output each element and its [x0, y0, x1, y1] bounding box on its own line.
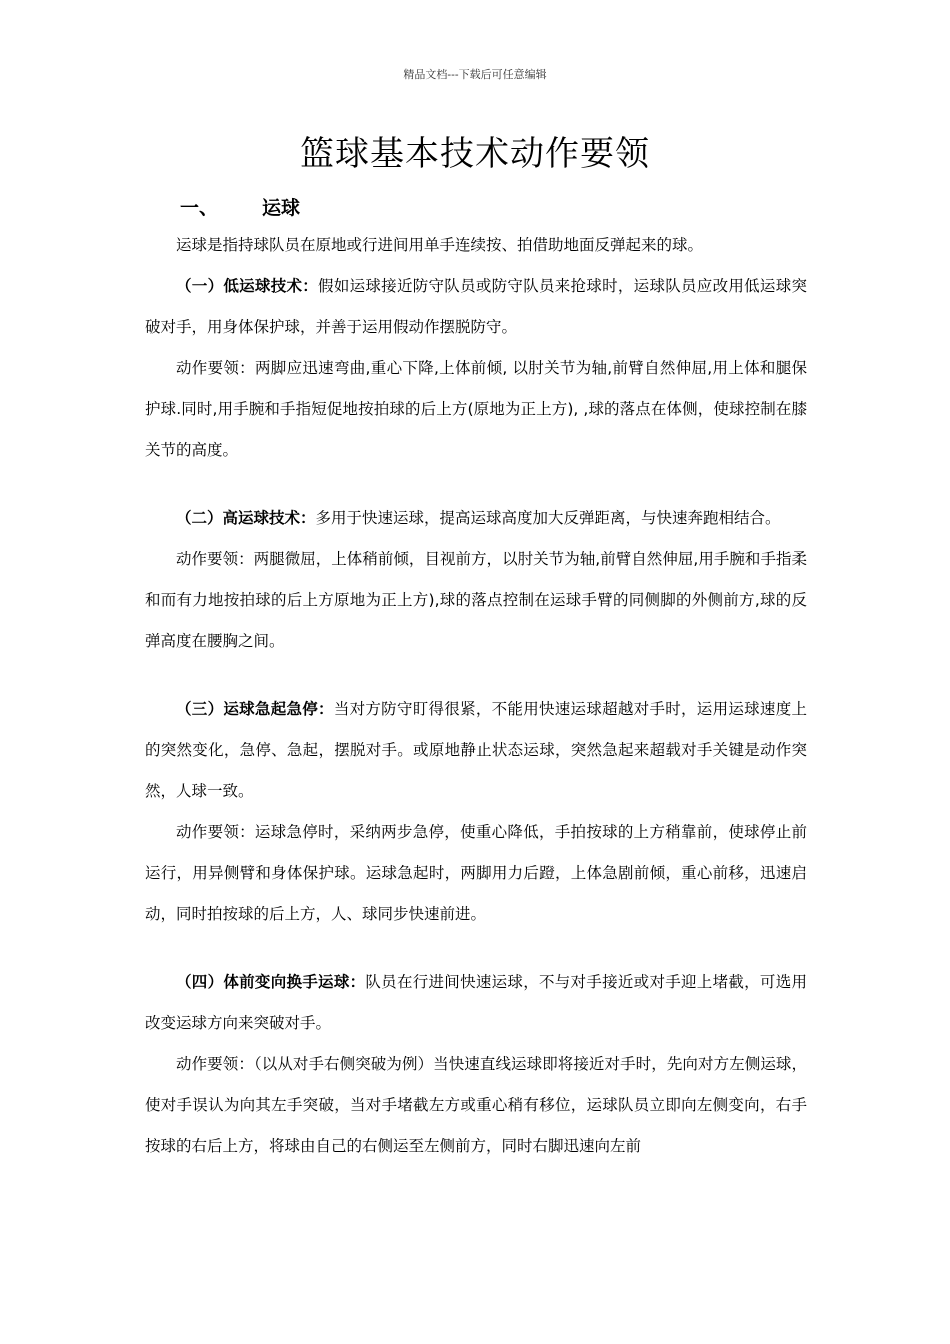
paragraph-spacer — [145, 662, 807, 689]
paragraph-spacer — [145, 471, 807, 498]
document-title: 篮球基本技术动作要领 — [300, 134, 650, 174]
section-title: 运球 — [262, 197, 301, 219]
section-number: 一、 — [180, 197, 219, 219]
item-detail: 动作要领：两腿微屈，上体稍前倾，目视前方，以肘关节为轴,前臂自然伸屈,用手腕和手指柔和而有力地按拍球的后上方原地为正上方),球的落点控制在运球手臂的同侧脚的外侧前方,球的反弹高度在腰胸之间。 — [145, 550, 807, 650]
item-detail: 动作要领：两脚应迅速弯曲,重心下降,上体前倾, 以肘关节为轴,前臂自然伸屈,用上体和腿保护球.同时,用手腕和手指短促地按拍球的后上方(原地为正上方), ,球的落点在体侧，使球控制在膝关节的高度。 — [145, 359, 807, 459]
item-lead: （一）低运球技术： — [176, 277, 319, 295]
item-paragraph — [145, 498, 807, 539]
page-header: 精品文档---下载后可任意编辑 — [403, 68, 547, 81]
paragraph-spacer — [145, 935, 807, 962]
item-detail: 动作要领：（以从对手右侧突破为例）当快速直线运球即将接近对手时，先向对方左侧运球，使对手误认为向其左手突破，当对手堵截左方或重心稍有移位，运球队员立即向左侧变向，右手按球的右后上方，将球由自己的右侧运至左侧前方，同时右脚迅速向左前 — [145, 1055, 807, 1155]
item-text: 假如运球接近防守队员或防守队员来抢球时，运球队员应改用低运球突破对手，用身体保护球，并善于运用假动作摆脱防守。 — [145, 277, 807, 336]
item-detail: 动作要领：运球急停时，采纳两步急停，使重心降低，手拍按球的上方稍靠前，使球停止前运行，用异侧臂和身体保护球。运球急起时，两脚用力后蹬，上体急剧前倾，重心前移，迅速启动，同时拍按球的后上方，人、球同步快速前进。 — [145, 823, 807, 923]
item-text: 当对方防守盯得很紧，不能用快速运球超越对手时，运用运球速度上的突然变化，急停、急起，摆脱对手。或原地静止状态运球，突然急起来超载对手关键是动作突然，人球一致。 — [145, 700, 807, 800]
item-text: 多用于快速运球，提高运球高度加大反弹距离，与快速奔跑相结合。 — [315, 509, 781, 527]
item-paragraph — [145, 962, 807, 1044]
intro-paragraph: 运球是指持球队员在原地或行进间用单手连续按、拍借助地面反弹起来的球。 — [176, 236, 704, 254]
item-lead: （二）高运球技术： — [176, 509, 316, 527]
item-lead: （三）运球急起急停： — [176, 700, 334, 718]
item-lead: （四）体前变向换手运球： — [176, 973, 366, 991]
item-paragraph — [145, 689, 807, 812]
item-paragraph — [145, 266, 807, 348]
document-body — [145, 230, 807, 1167]
section-heading — [180, 193, 300, 220]
item-text: 队员在行进间快速运球，不与对手接近或对手迎上堵截，可选用改变运球方向来突破对手。 — [145, 973, 807, 1032]
